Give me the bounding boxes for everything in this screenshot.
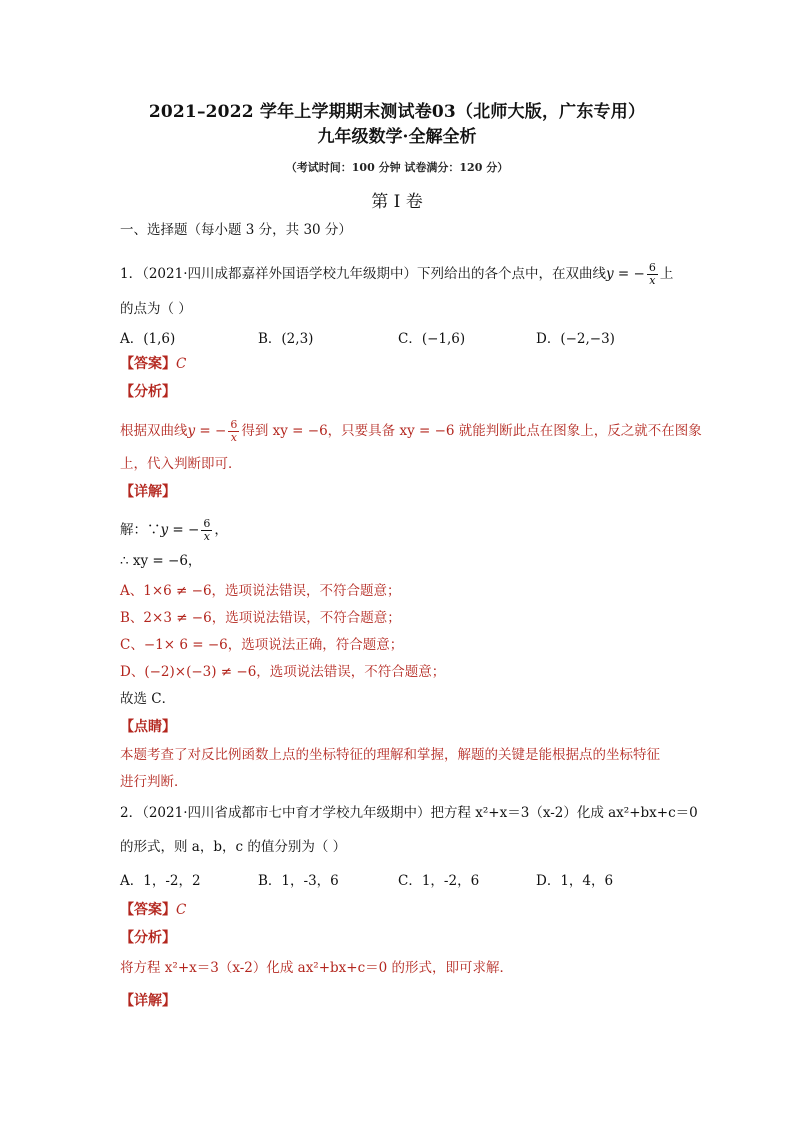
- detail-tag: 【详解】: [120, 484, 176, 500]
- q1-detail-option-c: C、−1× 6 = −6，选项说法正确，符合题意；: [120, 637, 404, 653]
- analysis-fraction: [228, 419, 239, 444]
- q2-analysis: 将方程 x²+x＝3（x-2）化成 ax²+bx+c＝0 的形式，即可求解．: [120, 960, 514, 976]
- q1-comment-line2: 进行判断．: [120, 774, 188, 790]
- q2-option-b: B．1，-3，6: [258, 873, 339, 889]
- q2-option-c: C．1，-2，6: [398, 873, 480, 889]
- analysis-text: 根据双曲线: [120, 423, 188, 439]
- q1-answer: [120, 355, 186, 373]
- exam-info: （考试时间：100 分钟 试卷满分：120 分）: [285, 161, 509, 174]
- comment-tag: 【点睛】: [120, 719, 176, 735]
- q1-stem-text: 1．（2021·四川成都嘉祥外国语学校九年级期中）下列给出的各个点中，在双曲线: [120, 266, 606, 282]
- q2-option-d: D．1，4，6: [536, 873, 614, 889]
- q1-analysis-line2: 上，代入判断即可．: [120, 456, 242, 472]
- q1-option-b: B．(2,3): [258, 331, 314, 347]
- q2-analysis-tag: [120, 929, 176, 947]
- q1-analysis-line1: [120, 419, 702, 444]
- volume-heading: 第 I 卷: [371, 192, 423, 212]
- q2-option-a: A．1，-2，2: [120, 873, 201, 889]
- q1-option-d: D．(−2,−3): [536, 331, 615, 347]
- section-heading: 一、选择题（每小题 3 分，共 30 分）: [120, 222, 352, 238]
- q2-stem-line1: 2．（2021·四川省成都市七中育才学校九年级期中）把方程 x²+x＝3（x-2）化成 ax²+bx+c＝0: [120, 805, 698, 821]
- detail-tag: 【详解】: [120, 993, 176, 1009]
- q1-stem-line2: 的点为（ ）: [120, 301, 192, 317]
- analysis-tag: 【分析】: [120, 930, 176, 946]
- q1-func-lhs: y = −: [606, 266, 645, 282]
- q1-detail-option-a: A、1×6 ≠ −6，选项说法错误，不符合题意；: [120, 583, 401, 599]
- q1-option-a: A．(1,6): [120, 331, 176, 347]
- exam-subtitle: 九年级数学·全解全析: [317, 127, 477, 147]
- answer-value: C: [176, 356, 187, 372]
- answer-tag: 【答案】: [120, 902, 176, 918]
- q1-comment-tag: [120, 718, 176, 736]
- detail-text: 解：∵: [120, 522, 161, 538]
- q1-detail-option-b: B、2×3 ≠ −6，选项说法错误，不符合题意；: [120, 610, 401, 626]
- q1-fraction: [647, 262, 658, 287]
- frac-numerator: 6: [648, 261, 656, 274]
- q1-stem-line1: [120, 262, 673, 287]
- q1-detail-line1: [120, 518, 228, 543]
- detail-fraction: [201, 518, 212, 543]
- detail-text-tail: ，: [214, 522, 228, 538]
- analysis-func-lhs: y = −: [187, 423, 227, 439]
- q1-comment-line1: 本题考查了对反比例函数上点的坐标特征的理解和掌握，解题的关键是能根据点的坐标特征: [120, 747, 660, 763]
- answer-tag: 【答案】: [120, 356, 176, 372]
- q2-stem-line2: 的形式，则 a，b，c 的值分别为（ ）: [120, 839, 347, 855]
- answer-value: C: [176, 902, 187, 918]
- analysis-text-cont: 得到 xy = −6，只要具备 xy = −6 就能判断此点在图象上，反之就不在图象: [241, 423, 702, 439]
- detail-func-lhs: y = −: [160, 522, 200, 538]
- q2-detail-tag: [120, 992, 176, 1010]
- q1-conclusion: 故选 C．: [120, 691, 176, 707]
- q1-detail-tag: [120, 483, 176, 501]
- q1-detail-option-d: D、(−2)×(−3) ≠ −6，选项说法错误，不符合题意；: [120, 664, 446, 680]
- analysis-tag: 【分析】: [120, 384, 176, 400]
- frac-numerator: 6: [230, 418, 238, 431]
- q1-detail-line2: ∴ xy = −6，: [120, 553, 202, 569]
- frac-denominator: x: [230, 431, 237, 444]
- q2-answer: [120, 901, 186, 919]
- q1-analysis-tag: [120, 383, 176, 401]
- exam-title: 2021–2022 学年上学期期末测试卷03（北师大版，广东专用）: [148, 102, 646, 122]
- frac-denominator: x: [203, 530, 210, 543]
- frac-denominator: x: [649, 274, 656, 287]
- frac-numerator: 6: [203, 517, 211, 530]
- q1-option-c: C．(−1,6): [398, 331, 466, 347]
- q1-stem-tail: 上: [659, 266, 674, 282]
